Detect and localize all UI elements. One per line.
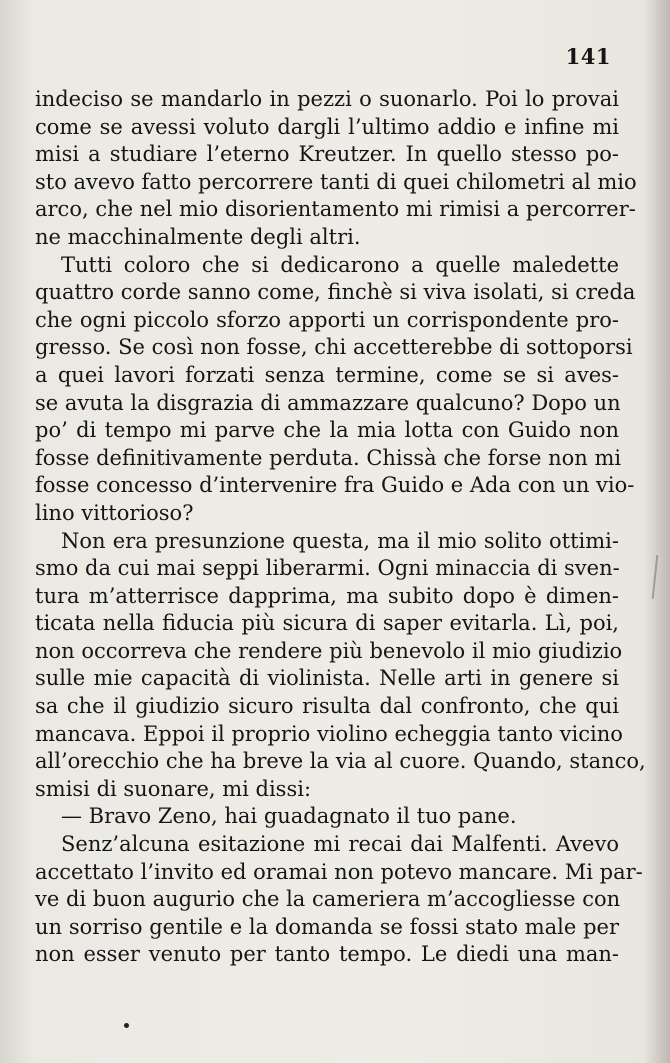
margin-mark (652, 555, 659, 599)
page-number: 141 (565, 44, 611, 69)
text-line-4: sto avevo fatto percorrere tanti di quei chilometri al mio (35, 169, 637, 194)
text-line-14: fosse definitivamente perduta. Chissà che forse non mi (35, 445, 622, 470)
text-line-3: misi a studiare l’eterno Kreutzer. In quello stesso po- (35, 142, 619, 167)
page-text (35, 86, 646, 969)
text-line-9: che ogni piccolo sforzo apporti un corrispondente pro- (35, 307, 619, 332)
text-line-29: accettato l’invito ed oramai non potevo mancare. Mi par- (35, 859, 643, 884)
text-line-20: ticata nella fiducia più sicura di saper evitarla. Lì, poi, (35, 611, 619, 636)
text-line-19: tura m’atterrisce dapprima, ma subito dopo è dimen- (35, 583, 619, 608)
text-line-8: quattro corde sanno come, finchè si viva isolati, si creda (35, 280, 636, 305)
text-line-31: un sorriso gentile e la domanda se fossi stato male per (35, 914, 619, 939)
text-line-23: sa che il giudizio sicuro risulta dal confronto, che qui (35, 694, 619, 719)
text-line-26: smisi di suonare, mi dissi: (35, 776, 312, 801)
text-line-2: come se avessi voluto dargli l’ultimo addio e infine mi (35, 114, 619, 139)
text-line-25: all’orecchio che ha breve la via al cuore. Quando, stanco, (35, 749, 646, 774)
text-line-28: Senz’alcuna esitazione mi recai dai Malfenti. Avevo (61, 832, 619, 857)
text-line-5: arco, che nel mio disorientamento mi rimisi a percorrer- (35, 197, 636, 222)
text-line-13: po’ di tempo mi parve che la mia lotta con Guido non (35, 418, 619, 443)
text-line-22: sulle mie capacità di violinista. Nelle arti in genere si (35, 666, 619, 691)
text-line-18: smo da cui mai seppi liberarmi. Ogni minaccia di sven- (35, 556, 620, 581)
text-line-7: Tutti coloro che si dedicarono a quelle maledette (61, 252, 619, 277)
text-line-15: fosse concesso d’intervenire fra Guido e Ada con un vio- (35, 473, 635, 498)
text-line-17: Non era presunzione questa, ma il mio solito ottimi- (61, 528, 619, 553)
text-line-6: ne macchinalmente degli altri. (35, 224, 361, 249)
text-line-32: non esser venuto per tanto tempo. Le diedi una man- (35, 942, 619, 967)
text-line-16: lino vittorioso? (35, 500, 194, 525)
text-line-27: — Bravo Zeno, hai guadagnato il tuo pane. (61, 804, 517, 829)
page-speck (124, 1023, 129, 1028)
text-line-30: ve di buon augurio che la cameriera m’accogliesse con (35, 887, 621, 912)
text-line-11: a quei lavori forzati senza termine, come se si aves- (35, 362, 619, 387)
text-line-1: indeciso se mandarlo in pezzi o suonarlo. Poi lo provai (35, 87, 619, 111)
text-line-12: se avuta la disgrazia di ammazzare qualcuno? Dopo un (35, 390, 621, 415)
text-line-10: gresso. Se così non fosse, chi accetterebbe di sottoporsi (35, 335, 633, 360)
text-line-21: non occorreva che rendere più benevolo il mio giudizio (35, 638, 623, 663)
text-line-24: mancava. Eppoi il proprio violino echeggia tanto vicino (35, 721, 623, 746)
